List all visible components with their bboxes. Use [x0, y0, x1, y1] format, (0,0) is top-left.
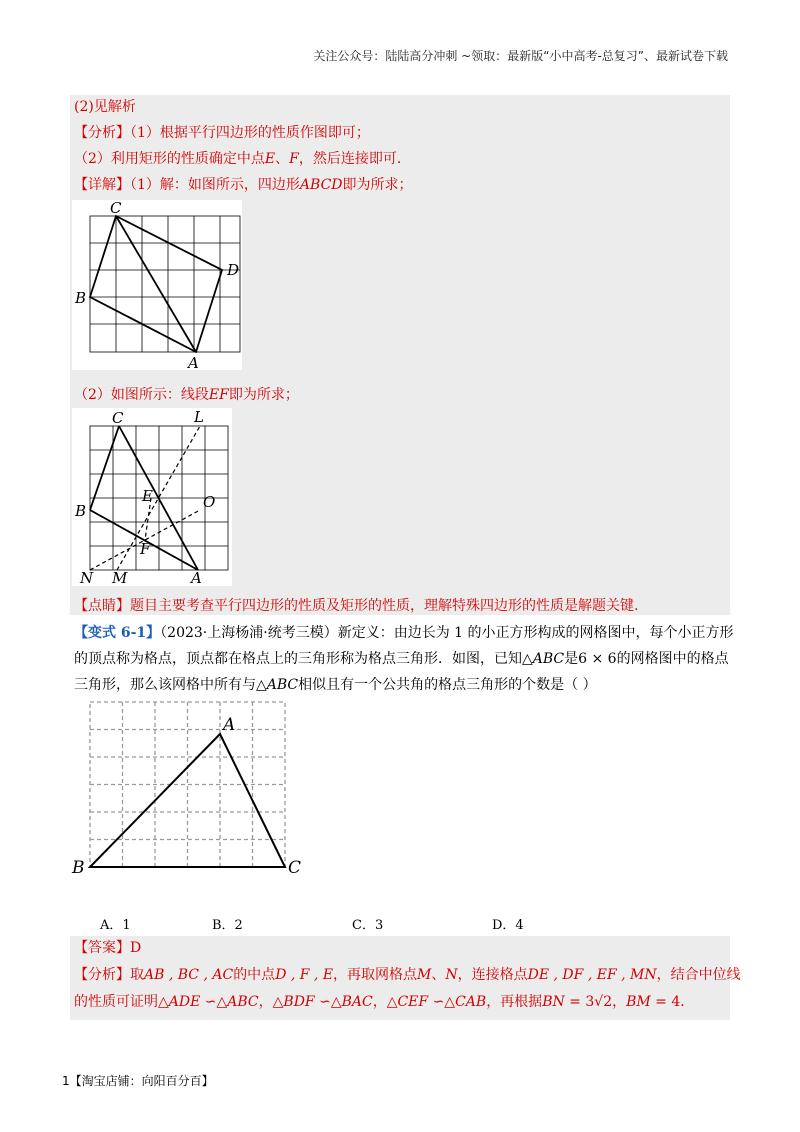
- a2-1g: 、: [431, 967, 446, 983]
- analysis-line2: [74, 148, 411, 170]
- fig2-label-a: A: [191, 569, 202, 586]
- figure-segment-ef: [72, 408, 232, 586]
- a2-2i: = 3√2: [564, 994, 613, 1010]
- a2-2b: △ADE ∽△ABC: [158, 994, 259, 1010]
- fig1-label-d: D: [227, 261, 240, 279]
- a2-1d: D , F , E: [275, 967, 334, 983]
- a2-1k: ，结合中位线: [656, 967, 741, 983]
- fig3-label-c: C: [288, 858, 302, 878]
- option-d[interactable]: D．4: [492, 918, 524, 933]
- a2-2d: △BDF ∽△BAC: [272, 994, 373, 1010]
- part2-text-c: 即为所求；: [228, 387, 299, 403]
- option-c[interactable]: C．3: [352, 918, 384, 933]
- a2-1i: ，连接格点: [457, 967, 528, 983]
- point-e: E: [264, 151, 276, 167]
- a2-2j: ，: [612, 994, 627, 1010]
- a2-2l: = 4: [650, 994, 681, 1010]
- variant-text-2e: 的网格图中的格点: [616, 651, 729, 667]
- answer-line: [74, 937, 141, 959]
- analysis2-line2: [74, 991, 694, 1013]
- fig3-label-b: B: [72, 858, 85, 878]
- detail-tag: 【详解】: [74, 177, 130, 193]
- variant-text-2a: 的顶点称为格点，顶点都在格点上的三角形称为格点三角形．如图，已知: [74, 651, 522, 667]
- a2-2e: ，: [372, 994, 387, 1010]
- option-b[interactable]: B．2: [212, 918, 243, 933]
- fig2-label-b: B: [75, 502, 87, 520]
- a2-1j: DE , DF , EF , MN: [527, 967, 657, 983]
- analysis-text-2a: （2）利用矩形的性质确定中点: [74, 151, 265, 167]
- analysis-tag: 【分析】: [74, 125, 130, 141]
- a2-2k: BM: [626, 994, 651, 1010]
- detail-text-3: 即为所求；: [342, 177, 413, 193]
- page-footer: 1【淘宝店铺：向阳百分百】: [62, 1074, 214, 1088]
- a2-2a: 的性质可证明: [74, 994, 158, 1010]
- dianjing-tag: 【点睛】: [74, 598, 130, 614]
- a2-1a: 取: [130, 967, 144, 983]
- variant-text-3a: 三角形，那么该网格中所有与: [74, 677, 256, 693]
- detail-line: [74, 174, 413, 196]
- a2-1b: AB , BC , AC: [144, 967, 234, 983]
- a2-2h: BN: [542, 994, 565, 1010]
- detail-abcd: ABCD: [299, 177, 343, 193]
- answer-tag: 【答案】: [74, 940, 130, 956]
- dianjing-line: [74, 595, 638, 617]
- fig2-label-l: L: [194, 408, 204, 426]
- fig2-label-n: N: [80, 569, 94, 586]
- fig1-label-c: C: [110, 200, 122, 217]
- fig2-label-m: M: [112, 569, 128, 586]
- a2-2m: ．: [680, 994, 695, 1010]
- analysis-sep: 、: [275, 151, 290, 167]
- variant-tag: 【变式 6-1】: [74, 625, 161, 641]
- segment-ef: EF: [208, 387, 229, 403]
- variant-text-3c: 相似且有一个公共角的格点三角形的个数是（ ）: [298, 677, 597, 693]
- analysis-line1: [74, 122, 370, 144]
- part2-text: (2)见解析: [74, 99, 136, 115]
- fig1-label-b: B: [75, 289, 87, 307]
- analysis2-line1: [74, 964, 741, 986]
- a2-2c: ，: [258, 994, 273, 1010]
- a2-1c: 的中点: [233, 967, 276, 983]
- analysis2-tag: 【分析】: [74, 967, 130, 983]
- a2-1h: N: [445, 967, 458, 983]
- a2-2g: ，再根据: [486, 994, 543, 1010]
- fig2-label-o: O: [203, 493, 216, 511]
- analysis-text-2e: ，然后连接即可．: [298, 151, 411, 167]
- part2-line: [74, 384, 299, 406]
- variant-text-1: （2023·上海杨浦·统考三模）新定义：由边长为 1 的小正方形构成的网格图中，每个小正方形: [160, 625, 734, 641]
- point-f: F: [289, 151, 299, 167]
- figure-triangle-abc: [70, 700, 310, 900]
- a2-1e: ，再取网格点: [333, 967, 418, 983]
- analysis-text-1: （1）根据平行四边形的性质作图即可；: [130, 125, 370, 141]
- variant-line1: [74, 622, 734, 644]
- fig2-label-e: E: [142, 487, 153, 505]
- figure-parallelogram: [72, 200, 242, 370]
- fig3-label-a: A: [223, 715, 236, 735]
- option-a[interactable]: A．1: [100, 918, 131, 933]
- fig1-label-a: A: [188, 354, 199, 370]
- triangle-abc-1: △ABC: [522, 651, 565, 667]
- fig2-label-f: F: [140, 540, 151, 558]
- answer-value: D: [130, 940, 142, 956]
- variant-text-2c: 是: [564, 651, 579, 667]
- detail-text-1: （1）解：如图所示，四边形: [130, 177, 300, 193]
- variant-line2: [74, 648, 729, 670]
- triangle-abc-2: △ABC: [256, 677, 299, 693]
- a2-1f: M: [417, 967, 432, 983]
- page-header: 关注公众号：陆陆高分冲刺 ~领取：最新版“小中高考-总复习”、最新试卷下载: [313, 49, 728, 63]
- dianjing-text: 题目主要考查平行四边形的性质及矩形的性质，理解特殊四边形的性质是解题关键.: [130, 598, 639, 614]
- a2-2f: △CEF ∽△CAB: [386, 994, 487, 1010]
- fig2-label-c: C: [112, 409, 124, 427]
- grid-size: 6 × 6: [578, 651, 617, 667]
- part2-text-a: （2）如图所示：线段: [74, 387, 209, 403]
- variant-line3: [74, 674, 597, 696]
- part2-label: [74, 96, 136, 118]
